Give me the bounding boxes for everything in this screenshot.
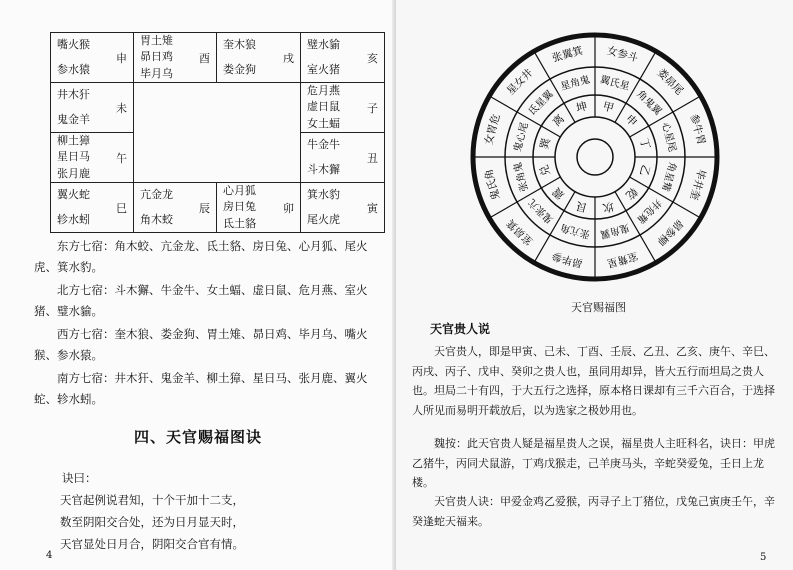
lodge-name: 璧水貐 — [307, 38, 340, 52]
wheel-spoke — [489, 202, 517, 218]
page-number-left: 4 — [46, 550, 53, 561]
wheel-spoke — [489, 96, 517, 112]
table-cell-xu — [217, 33, 301, 83]
lodge-name: 柳土獐 — [57, 134, 90, 148]
wheel-inner-label: 艮 — [574, 199, 589, 215]
earthly-branch-label: 午 — [116, 151, 127, 165]
lodge-name: 胃土雉 — [140, 34, 173, 48]
lodge-name: 箕水豹 — [307, 188, 340, 202]
wheel-middle-label: 井危觜 — [634, 196, 664, 226]
paragraph-1: 天官贵人，即是甲寅、己未、丁酉、壬辰、乙丑、乙亥、庚午、辛巳、丙戌、丙子、戊申、癸卯之贵人也，虽同用却异，皆大五行而坦局之贵人也。坦局二十有四，于大五行之选择，原本格日课却有三千六百合，于选择人所见而易明开载放后，以为选家之极妙用也。 — [412, 345, 775, 417]
wheel-middle-label: 鬼张亢 — [526, 196, 556, 226]
wheel-outer-label: 鬼氏角 — [482, 167, 503, 202]
tianguan-wheel-diagram — [470, 32, 720, 282]
cell-lodge-names — [307, 83, 340, 132]
wheel-inner-label: 兑 — [537, 163, 553, 178]
lodge-name: 毕月乌 — [140, 66, 173, 80]
table-center-empty — [134, 83, 301, 183]
lodge-name: 井木犴 — [57, 88, 90, 102]
lodge-name: 星日马 — [57, 150, 90, 164]
paragraph-3: 天官贵人诀：甲爱金鸡乙爱猴，丙寻子上丁猪位，戊兔己寅庚壬午，辛癸逢蛇天福来。 — [412, 495, 775, 528]
poem-line-3: 天官显处日月合，阴阳交合官有情。 — [60, 537, 244, 551]
lodge-name: 鬼金羊 — [57, 112, 90, 126]
wheel-spoke — [640, 235, 656, 263]
wheel-spoke — [534, 235, 550, 263]
cell-lodge-names — [57, 133, 90, 182]
wheel-inner-label: 乾 — [622, 184, 640, 202]
earthly-branch-label: 巳 — [116, 201, 127, 215]
wheel-spoke — [534, 51, 550, 79]
earthly-branch-label: 戌 — [283, 51, 294, 65]
cell-lodge-names — [307, 33, 340, 82]
wheel-middle-label: 星角鬼 — [559, 74, 592, 93]
table-cell-wu — [51, 133, 134, 183]
left-page — [0, 0, 396, 570]
table-cell-you — [134, 33, 217, 83]
table-cell-wei — [51, 83, 134, 133]
wheel-outer-label: 参牛胃 — [687, 112, 708, 147]
wheel-center — [577, 139, 613, 175]
table-cell-chen — [134, 183, 217, 233]
earthly-branch-label: 申 — [116, 51, 127, 65]
lodge-name: 房日兔 — [223, 200, 256, 214]
wheel-middle-label: 张亢角 — [559, 221, 592, 240]
wheel-outer-label: 室觜星 — [605, 249, 640, 270]
cell-lodge-names — [223, 183, 256, 232]
table-cell-hai — [301, 33, 385, 83]
wheel-outer-label: 娄昴尾 — [654, 66, 686, 98]
cell-lodge-names — [140, 183, 173, 232]
earthly-branch-label: 未 — [116, 101, 127, 115]
table-cell-zi — [301, 83, 385, 133]
paragraph-north: 北方七宿：斗木獬、牛金牛、女土蝠、虚日鼠、危月燕、室火猪、璧水貐。 — [34, 283, 368, 318]
cell-lodge-names — [223, 33, 256, 82]
cell-lodge-names — [57, 83, 90, 132]
wheel-inner-label: 坤 — [574, 99, 589, 115]
lodge-name: 危月燕 — [307, 84, 340, 98]
wheel-middle-label: 鬼心尾 — [512, 121, 531, 154]
lodge-name: 尾火虎 — [307, 212, 340, 226]
cell-lodge-names — [57, 183, 90, 232]
wheel-caption: 天官赐福图 — [571, 301, 626, 314]
wheel-outer-label: 星女井 — [504, 66, 536, 98]
wheel-inner-label: 乙 — [637, 163, 653, 178]
lodge-name: 轸水蚓 — [57, 212, 90, 226]
wheel-outer-label: 室昴箕 — [504, 216, 536, 248]
wheel-middle-label: 角鬼翼 — [634, 88, 664, 118]
lodge-name: 张月鹿 — [57, 166, 90, 180]
wheel-spoke — [640, 51, 656, 79]
wheel-middle-label: 角星觜 — [659, 160, 678, 193]
poem-line-1: 天官起例说君知，十个干加十二支， — [60, 493, 244, 507]
cell-lodge-names — [307, 133, 340, 182]
lodge-name: 娄金狗 — [223, 62, 256, 76]
lodge-name: 虚日鼠 — [307, 100, 340, 114]
lodge-name: 氐土貉 — [223, 216, 256, 230]
earthly-branch-label: 亥 — [367, 51, 378, 65]
wheel-outer-label: 女参斗 — [605, 44, 640, 65]
lodge-name: 牛金牛 — [307, 138, 340, 152]
paragraph-west: 西方七宿：奎木狼、娄金狗、胃土雉、昴日鸡、毕月乌、嘴火猴、参水猿。 — [34, 327, 368, 362]
wheel-inner-label: 甲 — [601, 99, 616, 115]
cell-lodge-names — [140, 33, 173, 82]
wheel-inner-label: 离 — [550, 112, 568, 130]
page-number-right: 5 — [760, 552, 767, 563]
wheel-spoke — [673, 202, 701, 218]
wheel-inner-label: 坎 — [601, 199, 616, 215]
wheel-outer-label: 昴毕参 — [550, 249, 585, 270]
table-cell-chou — [301, 133, 385, 183]
lodge-name: 室火猪 — [307, 62, 340, 76]
lodge-name: 斗木獬 — [307, 162, 340, 176]
wheel-middle-label: 翼氏星 — [598, 74, 631, 93]
wheel-outer-label: 女胃危 — [482, 112, 503, 147]
lunar-lodge-table — [50, 32, 385, 233]
lodge-name: 嘴火猴 — [57, 38, 90, 52]
section-title: 四、天官赐福图诀 — [133, 428, 262, 446]
wheel-middle-label: 张角鬼 — [512, 160, 531, 193]
wheel-inner-label: 巽 — [537, 136, 553, 151]
wheel-inner-label: 丁 — [637, 136, 653, 151]
cell-lodge-names — [307, 183, 340, 232]
wheel-middle-label: 鬼角翼 — [598, 221, 631, 240]
paragraph-east: 东方七宿：角木蛟、亢金龙、氐土貉、房日兔、心月狐、尾火虎、箕水豹。 — [34, 239, 368, 274]
lodge-name: 女土蝠 — [307, 116, 340, 130]
lodge-name: 奎木狼 — [223, 38, 256, 52]
lodge-name: 心月狐 — [223, 184, 256, 198]
table-cell-shen — [51, 33, 134, 83]
wheel-outer-label: 毕井奎 — [687, 167, 708, 202]
poem-label: 诀曰： — [62, 471, 97, 485]
wheel-spoke — [673, 96, 701, 112]
earthly-branch-label: 酉 — [199, 51, 210, 65]
lodge-name: 亢金龙 — [140, 188, 173, 202]
earthly-branch-label: 卯 — [283, 201, 294, 215]
lodge-name: 角木蛟 — [140, 212, 173, 226]
table-cell-mao — [217, 183, 301, 233]
earthly-branch-label: 丑 — [367, 151, 378, 165]
lodge-name: 翼火蛇 — [57, 188, 90, 202]
wheel-middle-label: 氐星翼 — [526, 88, 556, 118]
subtitle: 天官贵人说 — [430, 322, 491, 336]
paragraph-south: 南方七宿：井木犴、鬼金羊、柳土獐、星日马、张月鹿、翼火蛇、轸水蚓。 — [34, 371, 368, 406]
poem-line-2: 数至阴阳交合处，还为日月显天时， — [60, 515, 244, 529]
lodge-name: 参水猿 — [57, 62, 90, 76]
wheel-middle-label: 心星尾 — [659, 121, 678, 154]
table-cell-si — [51, 183, 134, 233]
earthly-branch-label: 寅 — [367, 201, 378, 215]
paragraph-2: 魏按：此天官贵人疑是福星贵人之误，福星贵人主旺科名，诀日：甲虎乙猪牛，丙同犬鼠游，丁鸡戊猴走，己羊庚马头，辛蛇癸爱兔，壬日上龙楼。 — [412, 437, 775, 489]
wheel-inner-label: 申 — [622, 112, 640, 130]
table-cell-yin — [301, 183, 385, 233]
lodge-name: 昴日鸡 — [140, 50, 173, 64]
wheel-ring-4 — [555, 117, 635, 197]
earthly-branch-label: 辰 — [199, 201, 210, 215]
wheel-outer-label: 张翼箕 — [550, 44, 585, 65]
wheel-inner-label: 震 — [550, 184, 568, 202]
earthly-branch-label: 子 — [367, 101, 378, 115]
cell-lodge-names — [57, 33, 90, 82]
wheel-outer-label: 昴参柳 — [654, 216, 686, 248]
